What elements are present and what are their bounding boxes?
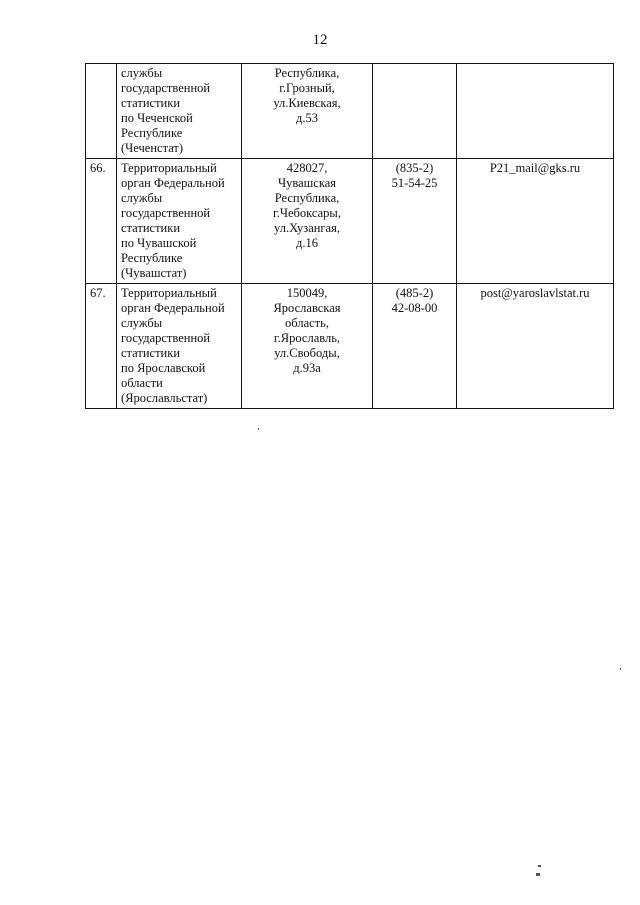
- row-number: [86, 64, 117, 159]
- agency-name-line: службы: [121, 316, 163, 330]
- row-number: 67.: [86, 284, 117, 409]
- agency-name-line: службы: [121, 191, 163, 205]
- table-row: [86, 159, 614, 284]
- agency-phone: [373, 159, 457, 284]
- agency-name-line: по Ярославской: [121, 361, 206, 375]
- table-row: [86, 64, 614, 159]
- page-number: 12: [312, 32, 328, 48]
- agency-email: P21_mail@gks.ru: [457, 159, 614, 284]
- agency-name-line: государственной: [121, 331, 211, 345]
- agency-name-line: области: [121, 376, 163, 390]
- address-line: д.16: [296, 236, 318, 250]
- address-line: г.Ярославль,: [273, 331, 341, 345]
- address-line: д.53: [296, 111, 318, 125]
- phone-line: 51-54-25: [391, 176, 438, 190]
- address-line: ул.Свободы,: [274, 346, 340, 360]
- scan-speck: [536, 873, 540, 876]
- row-number: 66.: [86, 159, 117, 284]
- scan-speck: [538, 865, 541, 867]
- address-line: область,: [285, 316, 329, 330]
- agency-address: [242, 284, 373, 409]
- agency-email: post@yaroslavlstat.ru: [457, 284, 614, 409]
- agency-name-line: государственной: [121, 81, 211, 95]
- phone-line: (835-2): [395, 161, 434, 175]
- address-line: Республика,: [274, 191, 340, 205]
- agency-email: [457, 64, 614, 159]
- agency-name-line: Территориальный: [121, 161, 217, 175]
- address-line: д.93а: [293, 361, 321, 375]
- agency-phone: [373, 284, 457, 409]
- agency-name-line: Республике: [121, 126, 183, 140]
- agency-phone: [373, 64, 457, 159]
- phone-line: (485-2): [395, 286, 434, 300]
- agency-name-line: (Ярославльстат): [121, 391, 208, 405]
- address-line: г.Чебоксары,: [273, 206, 341, 220]
- address-line: Ярославская: [273, 301, 341, 315]
- agency-address: [242, 159, 373, 284]
- agency-name-line: статистики: [121, 96, 181, 110]
- address-line: ул.Хузангая,: [274, 221, 340, 235]
- scan-speck: [620, 668, 621, 670]
- address-line: г.Грозный,: [279, 81, 335, 95]
- agency-name-line: по Чувашской: [121, 236, 197, 250]
- address-line: Республика,: [274, 66, 340, 80]
- agency-address: [242, 64, 373, 159]
- address-line: Чувашская: [277, 176, 336, 190]
- address-line: 150049,: [286, 286, 328, 300]
- address-line: 428027,: [286, 161, 328, 175]
- agency-name-line: Территориальный: [121, 286, 217, 300]
- agency-name-line: службы: [121, 66, 163, 80]
- phone-line: 42-08-00: [391, 301, 438, 315]
- agency-name: [117, 159, 242, 284]
- table-row: [86, 284, 614, 409]
- agency-name-line: по Чеченской: [121, 111, 193, 125]
- agency-name-line: орган Федеральной: [121, 301, 225, 315]
- agency-name: [117, 284, 242, 409]
- address-line: ул.Киевская,: [273, 96, 341, 110]
- agency-table: [85, 63, 614, 409]
- agency-name-line: государственной: [121, 206, 211, 220]
- agency-name-line: статистики: [121, 346, 181, 360]
- agency-name: [117, 64, 242, 159]
- agency-name-line: орган Федеральной: [121, 176, 225, 190]
- agency-name-line: Республике: [121, 251, 183, 265]
- agency-name-line: (Чувашстат): [121, 266, 187, 280]
- agency-name-line: статистики: [121, 221, 181, 235]
- agency-name-line: (Чеченстат): [121, 141, 184, 155]
- scan-speck: [258, 428, 259, 430]
